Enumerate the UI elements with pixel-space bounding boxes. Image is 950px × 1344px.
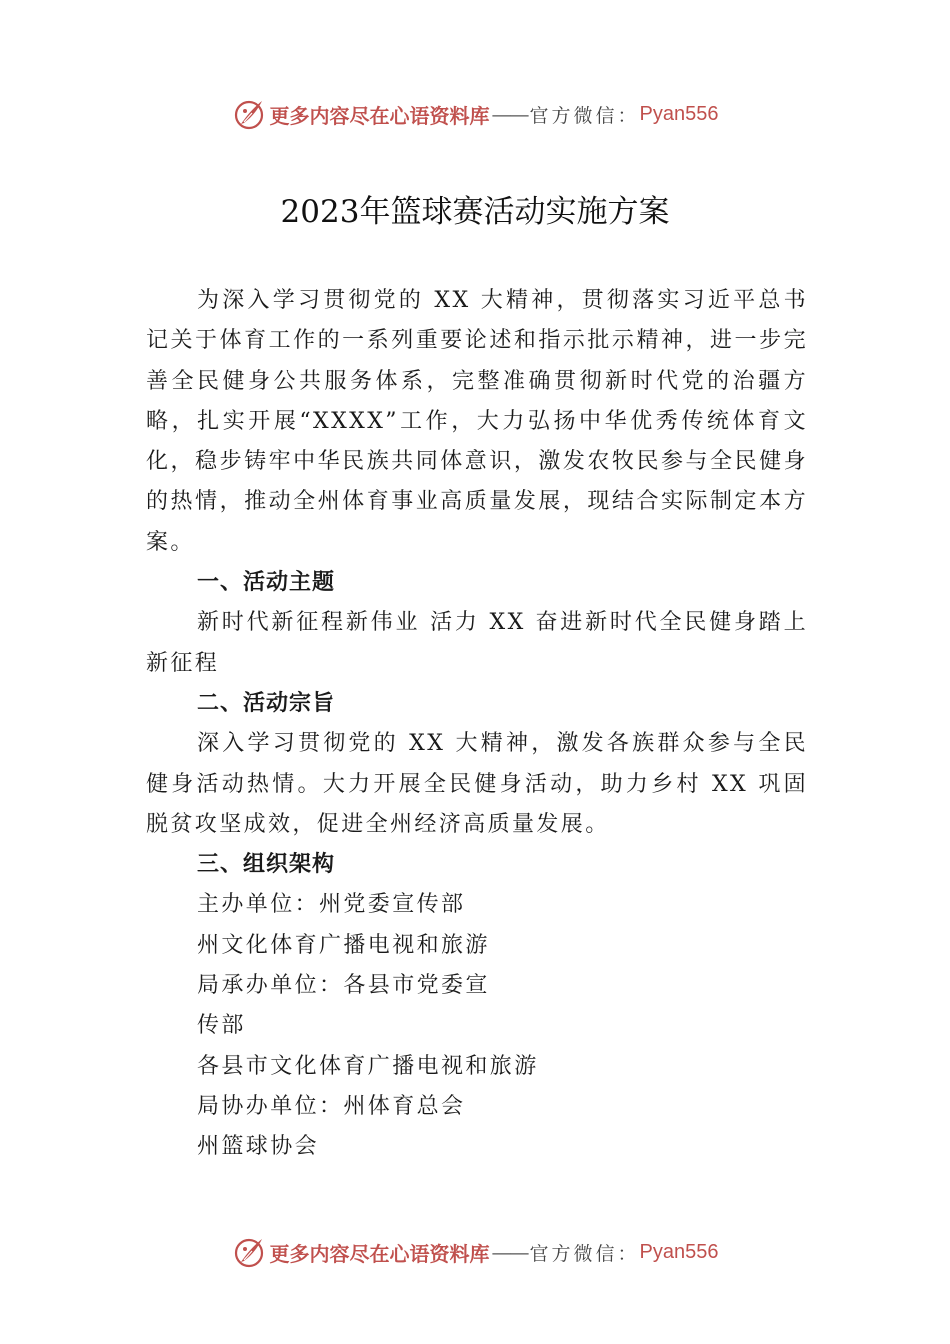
intro-paragraph: 为深入学习贯彻党的 XX 大精神，贯彻落实习近平总书记关于体育工作的一系列重要论述和指示批示精神，进一步完善全民健身公共服务体系，完整准确贯彻新时代党的治疆方略，扎实开展“XXXX”工作，大力弘扬中华优秀传统体育文化，稳步铸牢中华民族共同体意识，激发农牧民参与全民健身的热情，推动全州体育事业高质量发展，现结合实际制定本方案。	[146, 288, 808, 555]
feather-quill-logo-icon	[232, 1235, 266, 1269]
watermark-wechat-label: 官方微信：	[529, 104, 640, 127]
org-line: 局协办单位：州体育总会	[197, 1093, 466, 1119]
section-heading-theme: 一、活动主题	[197, 570, 336, 596]
section-text-theme: 新时代新征程新伟业 活力 XX 奋进新时代全民健身踏上新征程	[146, 610, 808, 676]
watermark-brand-text: 更多内容尽在心语资料库	[269, 1241, 490, 1266]
watermark-wechat-id: Pyan556	[639, 1240, 719, 1263]
watermark-separator: ——	[491, 102, 528, 126]
org-line: 各县市文化体育广播电视和旅游	[197, 1053, 539, 1079]
org-line: 传部	[197, 1013, 246, 1039]
org-line: 主办单位：州党委宣传部	[197, 892, 466, 918]
watermark-banner-top	[0, 94, 950, 134]
watermark-banner-bottom	[0, 1232, 950, 1272]
section-heading-purpose: 二、活动宗旨	[197, 690, 336, 716]
watermark-separator: ——	[491, 1240, 528, 1264]
document-title: 2023年篮球赛活动实施方案	[280, 194, 670, 230]
document-body	[146, 281, 808, 1168]
org-line: 州文化体育广播电视和旅游	[197, 932, 490, 958]
org-line: 州篮球协会	[197, 1134, 320, 1160]
feather-quill-logo-icon	[232, 97, 266, 131]
watermark-wechat-id: Pyan556	[639, 102, 719, 125]
watermark-brand-text: 更多内容尽在心语资料库	[269, 103, 490, 128]
section-text-purpose: 深入学习贯彻党的 XX 大精神，激发各族群众参与全民健身活动热情。大力开展全民健身活动，助力乡村 XX 巩固脱贫攻坚成效，促进全州经济高质量发展。	[146, 731, 808, 837]
section-heading-organization: 三、组织架构	[197, 852, 336, 878]
org-line: 局承办单位：各县市党委宣	[197, 973, 490, 999]
watermark-wechat-label: 官方微信：	[529, 1242, 640, 1265]
